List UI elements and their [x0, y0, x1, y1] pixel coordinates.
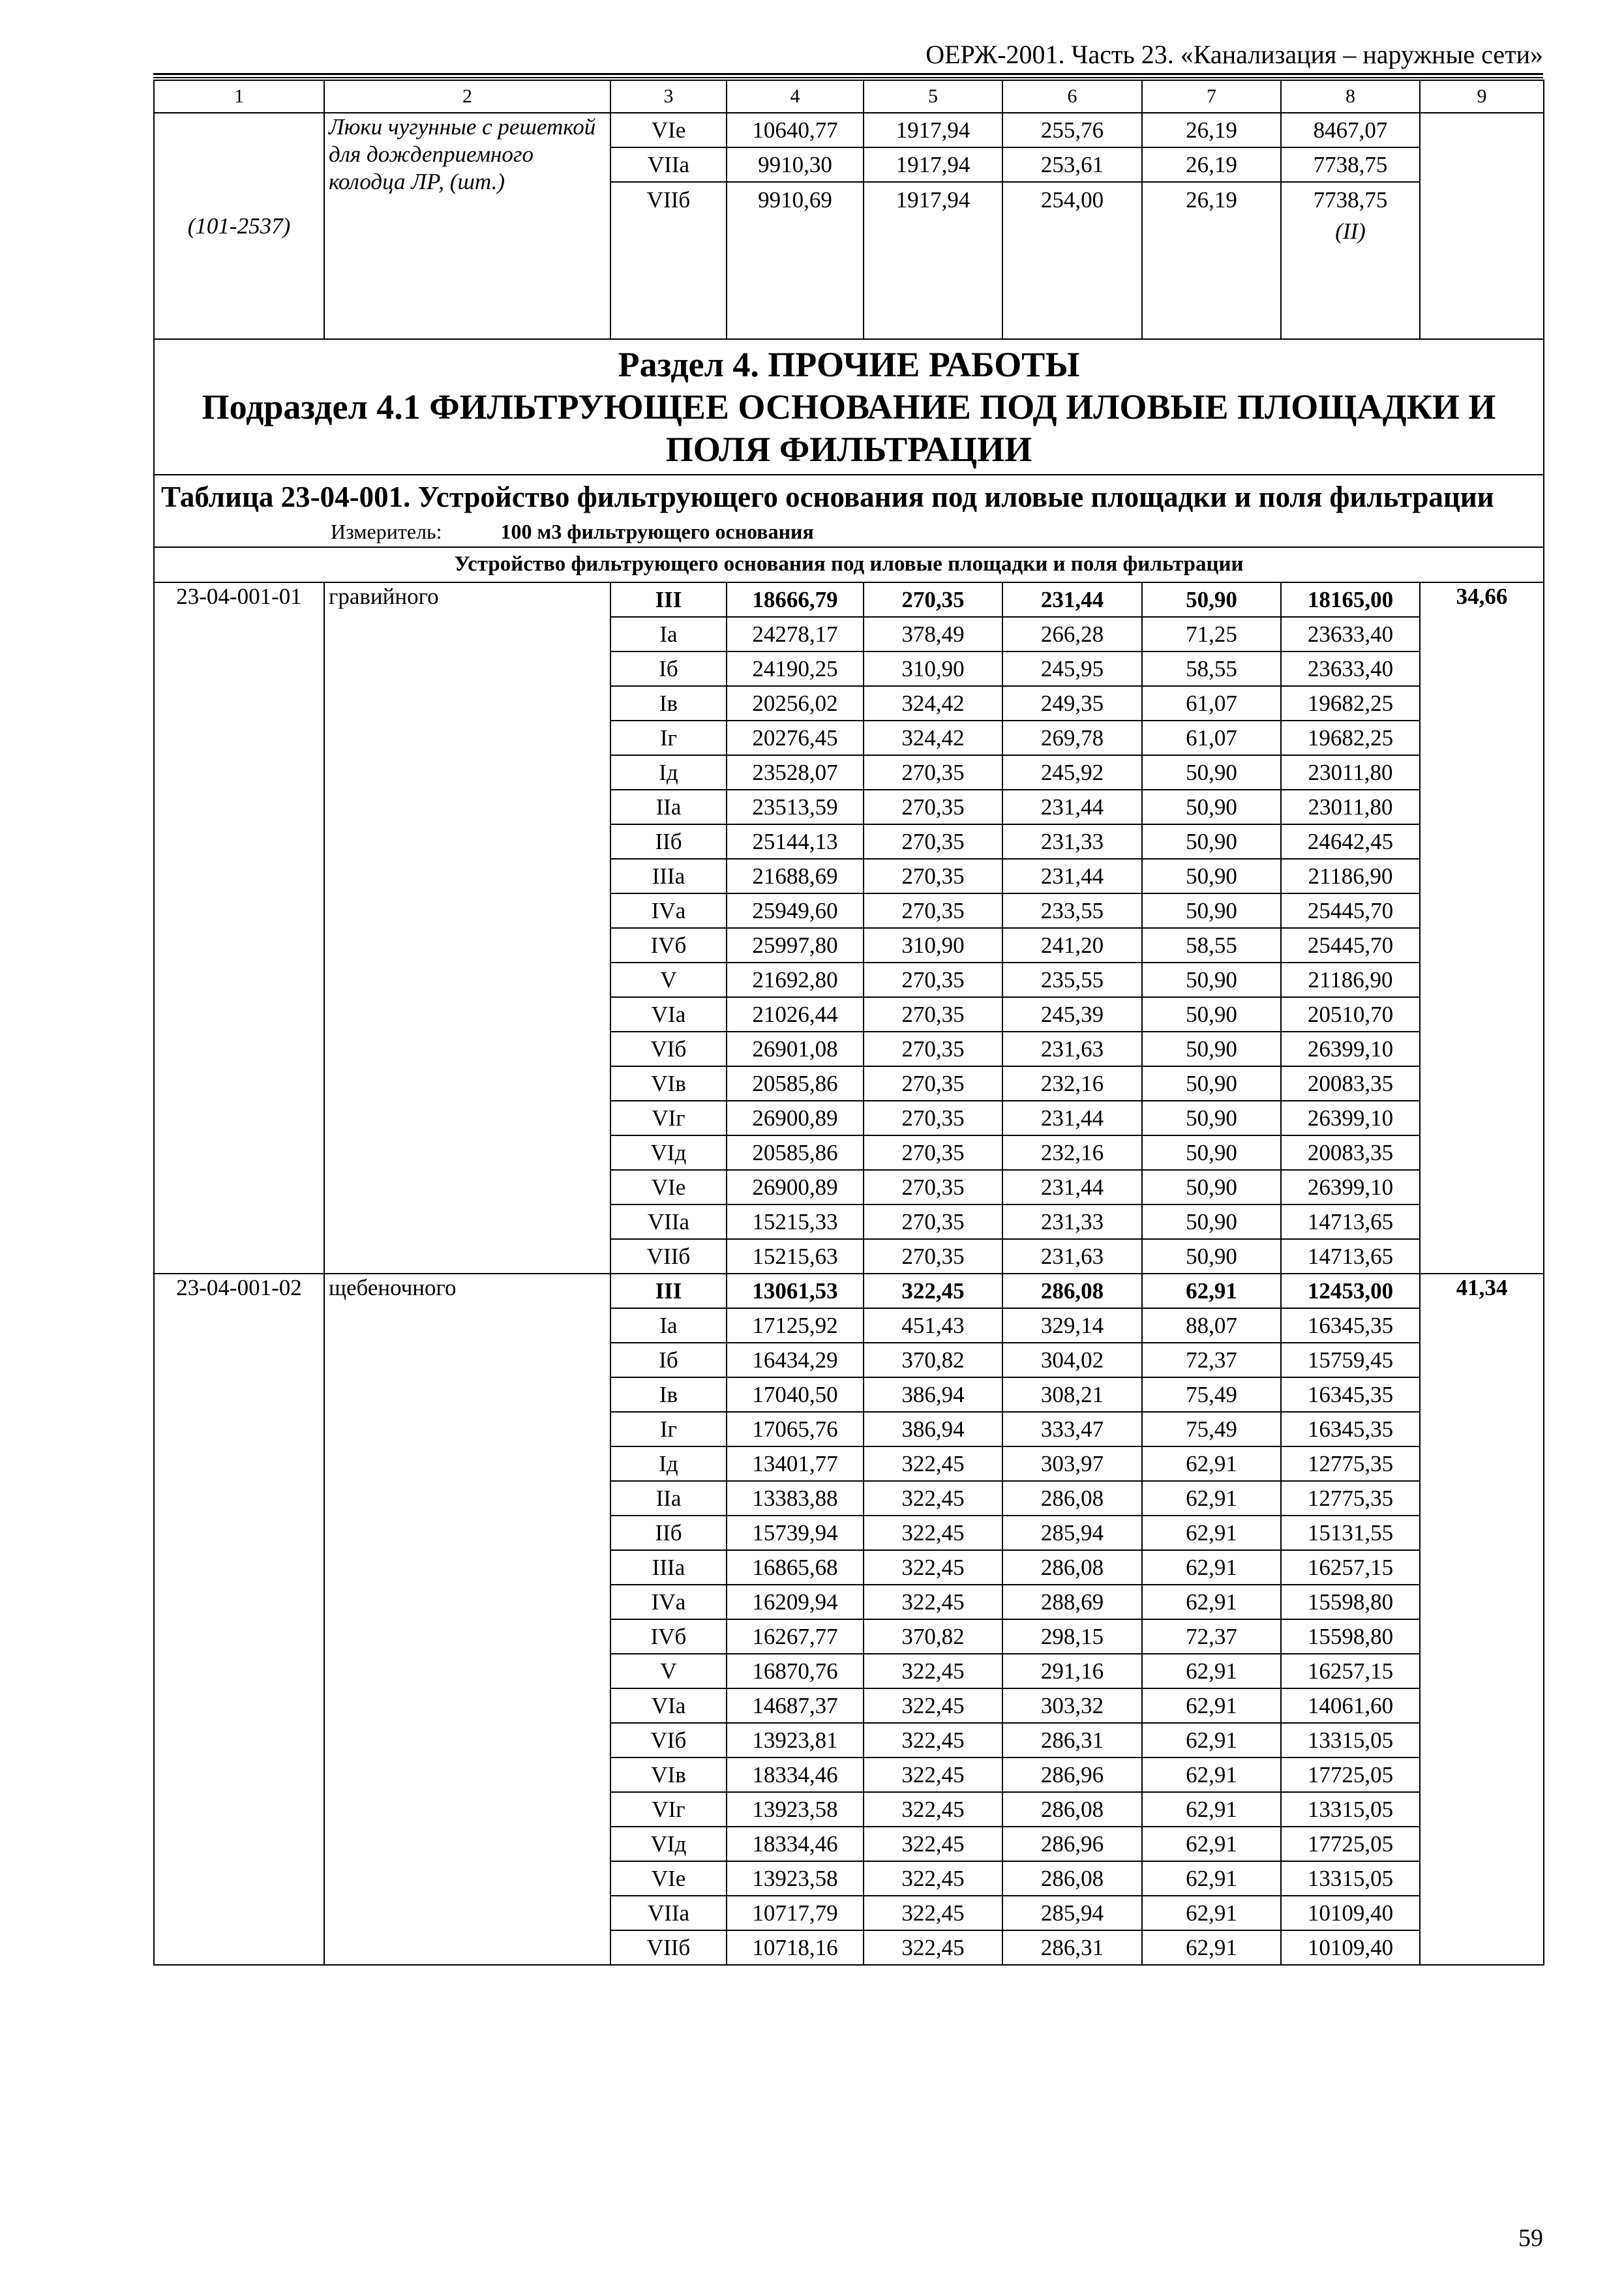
- column-number: 2: [324, 80, 610, 113]
- value-cell: 270,35: [864, 1170, 1002, 1204]
- value-cell: 12453,00: [1281, 1274, 1420, 1308]
- value-cell: 17725,05: [1281, 1827, 1420, 1861]
- value-cell: 19682,25: [1281, 721, 1420, 755]
- value-cell: 50,90: [1142, 1204, 1281, 1239]
- value-cell: 72,37: [1142, 1343, 1281, 1377]
- zone-cell: Iд: [610, 755, 727, 790]
- value-cell: 15759,45: [1281, 1343, 1420, 1377]
- value-cell: 62,91: [1142, 1896, 1281, 1930]
- value-cell: 62,91: [1142, 1516, 1281, 1550]
- value-cell: 13061,53: [727, 1274, 864, 1308]
- value-cell: 322,45: [864, 1550, 1002, 1585]
- value-cell: 232,16: [1002, 1135, 1142, 1170]
- zone-cell: VIг: [610, 1101, 727, 1135]
- value-cell: 20585,86: [727, 1066, 864, 1101]
- value-cell: 26,19: [1142, 182, 1281, 339]
- value-cell: 62,91: [1142, 1654, 1281, 1688]
- value-cell: 10109,40: [1281, 1930, 1420, 1965]
- value-cell: 8467,07: [1281, 113, 1420, 147]
- column-number: 3: [610, 80, 727, 113]
- zone-cell: VIв: [610, 1066, 727, 1101]
- value-cell: 25445,70: [1281, 928, 1420, 963]
- labor-cost: 41,34: [1420, 1274, 1544, 1965]
- value-cell: 13315,05: [1281, 1723, 1420, 1758]
- value-cell: 26399,10: [1281, 1101, 1420, 1135]
- value-cell: 15215,33: [727, 1204, 864, 1239]
- value-cell: 270,35: [864, 824, 1002, 859]
- value-cell: 21186,90: [1281, 859, 1420, 893]
- value-cell: 270,35: [864, 1101, 1002, 1135]
- value-cell: 324,42: [864, 721, 1002, 755]
- item-code: 23-04-001-01: [154, 582, 324, 1274]
- value-cell: 322,45: [864, 1861, 1002, 1896]
- value-cell: 14713,65: [1281, 1239, 1420, 1274]
- value-cell: 75,49: [1142, 1412, 1281, 1446]
- zone-cell: IIб: [610, 824, 727, 859]
- value-cell: 322,45: [864, 1930, 1002, 1965]
- value-cell: 16865,68: [727, 1550, 864, 1585]
- value-cell: 17125,92: [727, 1308, 864, 1343]
- value-cell: 25445,70: [1281, 893, 1420, 928]
- value-cell: 286,96: [1002, 1827, 1142, 1861]
- value-cell: 270,35: [864, 1239, 1002, 1274]
- item-code: 23-04-001-02: [154, 1274, 324, 1965]
- value-cell: 18334,46: [727, 1827, 864, 1861]
- value-cell: 23528,07: [727, 755, 864, 790]
- value-cell: 286,96: [1002, 1758, 1142, 1792]
- value-cell: 270,35: [864, 1032, 1002, 1066]
- zone-cell: VIе: [610, 1861, 727, 1896]
- value-cell: 23011,80: [1281, 755, 1420, 790]
- value-cell: 17040,50: [727, 1377, 864, 1412]
- zone-cell: VIIа: [610, 1204, 727, 1239]
- zone-cell: IIIа: [610, 859, 727, 893]
- value-cell: 231,44: [1002, 790, 1142, 824]
- value-cell: 9910,30: [727, 147, 864, 182]
- value-cell: 231,63: [1002, 1032, 1142, 1066]
- zone-cell: V: [610, 1654, 727, 1688]
- value-cell: 231,63: [1002, 1239, 1142, 1274]
- value-cell: 286,08: [1002, 1274, 1142, 1308]
- value-cell: 20510,70: [1281, 997, 1420, 1032]
- value-cell: 62,91: [1142, 1861, 1281, 1896]
- column-number: 5: [864, 80, 1002, 113]
- value-cell: 15215,63: [727, 1239, 864, 1274]
- zone-cell: VIIб: [610, 1239, 727, 1274]
- value-cell: 14713,65: [1281, 1204, 1420, 1239]
- value-cell: 26900,89: [727, 1101, 864, 1135]
- value-cell: 288,69: [1002, 1585, 1142, 1619]
- item-name: щебеночного: [324, 1274, 610, 1965]
- zone-cell: IIа: [610, 790, 727, 824]
- value-cell: 20083,35: [1281, 1066, 1420, 1101]
- value-cell: 378,49: [864, 617, 1002, 651]
- value-cell: 62,91: [1142, 1274, 1281, 1308]
- value-cell: 231,44: [1002, 1101, 1142, 1135]
- value-cell: 75,49: [1142, 1377, 1281, 1412]
- value-cell: 253,61: [1002, 147, 1142, 182]
- value-cell: 451,43: [864, 1308, 1002, 1343]
- value-cell: 16434,29: [727, 1343, 864, 1377]
- value-cell: 13315,05: [1281, 1861, 1420, 1896]
- value-cell: 16870,76: [727, 1654, 864, 1688]
- value-cell: 10717,79: [727, 1896, 864, 1930]
- value-cell: 61,07: [1142, 721, 1281, 755]
- value-cell: 266,28: [1002, 617, 1142, 651]
- value-cell: 286,08: [1002, 1481, 1142, 1516]
- table-title-row: [154, 475, 1544, 547]
- value-cell: 25144,13: [727, 824, 864, 859]
- value-cell: 303,32: [1002, 1688, 1142, 1723]
- zone-cell: Iб: [610, 1343, 727, 1377]
- value-cell: 15598,80: [1281, 1619, 1420, 1654]
- value-cell: 15739,94: [727, 1516, 864, 1550]
- value-cell: 322,45: [864, 1516, 1002, 1550]
- value-cell: 18666,79: [727, 582, 864, 617]
- value-cell: 14687,37: [727, 1688, 864, 1723]
- value-cell: 23633,40: [1281, 617, 1420, 651]
- value-cell: 50,90: [1142, 1239, 1281, 1274]
- value-cell: 270,35: [864, 1066, 1002, 1101]
- zone-cell: IVб: [610, 1619, 727, 1654]
- value-cell: 304,02: [1002, 1343, 1142, 1377]
- running-header: ОЕРЖ-2001. Часть 23. «Канализация – наружные сети»: [925, 40, 1543, 69]
- value-cell: 270,35: [864, 893, 1002, 928]
- value-cell: 245,92: [1002, 755, 1142, 790]
- value-cell: 10109,40: [1281, 1896, 1420, 1930]
- measure-value: 100 м3 фильтрующего основания: [500, 519, 814, 543]
- column-number-row: [154, 80, 1544, 113]
- value-cell: 254,00: [1002, 182, 1142, 339]
- header-rule: [153, 73, 1543, 78]
- subsection-title: Подраздел 4.1 ФИЛЬТРУЮЩЕЕ ОСНОВАНИЕ ПОД ИЛОВЫЕ ПЛОЩАДКИ И ПОЛЯ ФИЛЬТРАЦИИ: [202, 387, 1496, 469]
- value-cell: 50,90: [1142, 997, 1281, 1032]
- column-number: 6: [1002, 80, 1142, 113]
- value-cell: 24642,45: [1281, 824, 1420, 859]
- zone-cell: III: [610, 582, 727, 617]
- value-cell: 58,55: [1142, 651, 1281, 686]
- value-cell: 231,44: [1002, 582, 1142, 617]
- value-cell: 322,45: [864, 1274, 1002, 1308]
- zone-cell: IVа: [610, 893, 727, 928]
- zone-cell: IIб: [610, 1516, 727, 1550]
- value-cell: 298,15: [1002, 1619, 1142, 1654]
- column-number: 1: [154, 80, 324, 113]
- zone-cell: Iб: [610, 651, 727, 686]
- value-cell: 25997,80: [727, 928, 864, 963]
- zone-cell: VIв: [610, 1758, 727, 1792]
- value-cell: 24278,17: [727, 617, 864, 651]
- value-cell: 291,16: [1002, 1654, 1142, 1688]
- zone-cell: Iа: [610, 617, 727, 651]
- value-cell: 286,31: [1002, 1930, 1142, 1965]
- value-cell: 286,08: [1002, 1550, 1142, 1585]
- table-title: Таблица 23-04-001. Устройство фильтрующего основания под иловые площадки и поля фильтрации: [161, 481, 1494, 514]
- value-cell: 245,39: [1002, 997, 1142, 1032]
- value-cell: 16345,35: [1281, 1412, 1420, 1446]
- value-cell: 249,35: [1002, 686, 1142, 721]
- value-cell: 23513,59: [727, 790, 864, 824]
- value-cell: 15598,80: [1281, 1585, 1420, 1619]
- value-cell: 13923,58: [727, 1861, 864, 1896]
- value-cell: 16345,35: [1281, 1308, 1420, 1343]
- subheader-row: [154, 547, 1544, 582]
- value-cell: 13923,58: [727, 1792, 864, 1827]
- value-cell: 26,19: [1142, 147, 1281, 182]
- value-cell: 10718,16: [727, 1930, 864, 1965]
- zone-cell: Iа: [610, 1308, 727, 1343]
- section-header: [154, 339, 1544, 475]
- zone-cell: III: [610, 1274, 727, 1308]
- value-cell: 26399,10: [1281, 1170, 1420, 1204]
- value-cell: 12775,35: [1281, 1446, 1420, 1481]
- value-cell: 62,91: [1142, 1827, 1281, 1861]
- value-cell: 62,91: [1142, 1792, 1281, 1827]
- value-cell: 50,90: [1142, 755, 1281, 790]
- table-subheader: Устройство фильтрующего основания под иловые площадки и поля фильтрации: [154, 547, 1544, 582]
- zone-cell: Iв: [610, 1377, 727, 1412]
- value-cell: 233,55: [1002, 893, 1142, 928]
- value-cell: 270,35: [864, 755, 1002, 790]
- value-cell: 18334,46: [727, 1758, 864, 1792]
- zone-cell: VIе: [610, 113, 727, 147]
- value-cell: 50,90: [1142, 1066, 1281, 1101]
- zone-cell: VIб: [610, 1032, 727, 1066]
- value-cell: 231,33: [1002, 824, 1142, 859]
- value-cell: 16257,15: [1281, 1550, 1420, 1585]
- value-cell: 18165,00: [1281, 582, 1420, 617]
- column-number: 4: [727, 80, 864, 113]
- column-number: 8: [1281, 80, 1420, 113]
- column-number: 7: [1142, 80, 1281, 113]
- value-cell: 62,91: [1142, 1758, 1281, 1792]
- value-cell: 16345,35: [1281, 1377, 1420, 1412]
- measure-label: Измеритель:: [331, 519, 442, 543]
- value-cell: 15131,55: [1281, 1516, 1420, 1550]
- zone-cell: Iг: [610, 1412, 727, 1446]
- value-cell: 50,90: [1142, 582, 1281, 617]
- note-text: (II): [1335, 218, 1366, 244]
- value-cell: 50,90: [1142, 1170, 1281, 1204]
- value-cell: 20083,35: [1281, 1135, 1420, 1170]
- zone-cell: Iд: [610, 1446, 727, 1481]
- value-cell: 20256,02: [727, 686, 864, 721]
- value-cell: 270,35: [864, 1204, 1002, 1239]
- measure-line: [161, 519, 1537, 544]
- value-cell: 322,45: [864, 1723, 1002, 1758]
- value-cell: 50,90: [1142, 1101, 1281, 1135]
- value-cell: 58,55: [1142, 928, 1281, 963]
- value-cell: 88,07: [1142, 1308, 1281, 1343]
- value-cell: 270,35: [864, 790, 1002, 824]
- value-cell: 9910,69: [727, 182, 864, 339]
- zone-cell: VIIа: [610, 1896, 727, 1930]
- table-row: [154, 113, 1544, 147]
- zone-cell: IIа: [610, 1481, 727, 1516]
- value-cell: 62,91: [1142, 1446, 1281, 1481]
- value-cell: 270,35: [864, 859, 1002, 893]
- zone-cell: Iг: [610, 721, 727, 755]
- value-cell: 26900,89: [727, 1170, 864, 1204]
- value-cell: 329,14: [1002, 1308, 1142, 1343]
- table-row: [154, 582, 1544, 617]
- value-cell: 322,45: [864, 1446, 1002, 1481]
- table-row: [154, 1274, 1544, 1308]
- zone-cell: IVа: [610, 1585, 727, 1619]
- value-cell: 26901,08: [727, 1032, 864, 1066]
- value-cell: 286,08: [1002, 1792, 1142, 1827]
- value-cell: 322,45: [864, 1585, 1002, 1619]
- value-cell: 62,91: [1142, 1585, 1281, 1619]
- zone-cell: IVб: [610, 928, 727, 963]
- value-cell: 24190,25: [727, 651, 864, 686]
- value-cell: 286,08: [1002, 1861, 1142, 1896]
- value-cell: 285,94: [1002, 1896, 1142, 1930]
- value-cell: 310,90: [864, 651, 1002, 686]
- zone-cell: VIIб: [610, 182, 727, 339]
- value-cell: 62,91: [1142, 1688, 1281, 1723]
- value-cell: 270,35: [864, 997, 1002, 1032]
- value-cell: 17725,05: [1281, 1758, 1420, 1792]
- value-cell: 62,91: [1142, 1723, 1281, 1758]
- section-title: Раздел 4. ПРОЧИЕ РАБОТЫ: [618, 345, 1080, 384]
- value-cell: 13383,88: [727, 1481, 864, 1516]
- value-cell: 255,76: [1002, 113, 1142, 147]
- zone-cell: Iв: [610, 686, 727, 721]
- item-name: Люки чугунные с решеткой для дождеприемного колодца ЛР, (шт.): [324, 113, 610, 339]
- value-cell: 270,35: [864, 1135, 1002, 1170]
- value-cell: 62,91: [1142, 1481, 1281, 1516]
- value-cell: 50,90: [1142, 963, 1281, 997]
- value-cell: 10640,77: [727, 113, 864, 147]
- value-cell: 1917,94: [864, 147, 1002, 182]
- value-cell: 13401,77: [727, 1446, 864, 1481]
- value-cell: 231,44: [1002, 1170, 1142, 1204]
- value-cell: 25949,60: [727, 893, 864, 928]
- zone-cell: VIб: [610, 1723, 727, 1758]
- value-cell: 17065,76: [727, 1412, 864, 1446]
- value-cell: 308,21: [1002, 1377, 1142, 1412]
- zone-cell: VIд: [610, 1135, 727, 1170]
- value-cell: 21186,90: [1281, 963, 1420, 997]
- value-cell: 13315,05: [1281, 1792, 1420, 1827]
- value-cell: 333,47: [1002, 1412, 1142, 1446]
- value-cell: 16267,77: [727, 1619, 864, 1654]
- value-cell: 245,95: [1002, 651, 1142, 686]
- zone-cell: V: [610, 963, 727, 997]
- value-cell: 270,35: [864, 963, 1002, 997]
- value-cell: 322,45: [864, 1654, 1002, 1688]
- zone-cell: VIIа: [610, 147, 727, 182]
- value-cell: 241,20: [1002, 928, 1142, 963]
- page-number: 59: [1518, 2224, 1543, 2252]
- table-title-cell: [154, 475, 1544, 547]
- zone-cell: VIг: [610, 1792, 727, 1827]
- value-cell: 303,97: [1002, 1446, 1142, 1481]
- value-cell: 324,42: [864, 686, 1002, 721]
- labor-cost: 34,66: [1420, 582, 1544, 1274]
- value-cell: 20276,45: [727, 721, 864, 755]
- value-cell: 61,07: [1142, 686, 1281, 721]
- value-cell: 26399,10: [1281, 1032, 1420, 1066]
- value-cell: 7738,75: [1281, 147, 1420, 182]
- value-cell: 270,35: [864, 582, 1002, 617]
- value-cell: 322,45: [864, 1896, 1002, 1930]
- zone-cell: VIе: [610, 1170, 727, 1204]
- value-cell: 14061,60: [1281, 1688, 1420, 1723]
- value-cell: 50,90: [1142, 893, 1281, 928]
- value-cell: 386,94: [864, 1412, 1002, 1446]
- value-cell: 23633,40: [1281, 651, 1420, 686]
- value-cell: 322,45: [864, 1827, 1002, 1861]
- column-number: 9: [1420, 80, 1544, 113]
- value-cell: 1917,94: [864, 113, 1002, 147]
- value-cell: 1917,94: [864, 182, 1002, 339]
- value-cell: 16257,15: [1281, 1654, 1420, 1688]
- value-cell: 235,55: [1002, 963, 1142, 997]
- zone-cell: VIа: [610, 1688, 727, 1723]
- zone-cell: VIа: [610, 997, 727, 1032]
- value-cell: 12775,35: [1281, 1481, 1420, 1516]
- value-cell: 23011,80: [1281, 790, 1420, 824]
- value-cell: 62,91: [1142, 1930, 1281, 1965]
- item-name: гравийного: [324, 582, 610, 1274]
- value-cell: 72,37: [1142, 1619, 1281, 1654]
- value-cell: 386,94: [864, 1377, 1002, 1412]
- value-cell: 231,33: [1002, 1204, 1142, 1239]
- value-cell: 19682,25: [1281, 686, 1420, 721]
- item-code: (101-2537): [154, 113, 324, 339]
- value-cell: 21692,80: [727, 963, 864, 997]
- value-cell: 322,45: [864, 1481, 1002, 1516]
- value-cell: 50,90: [1142, 824, 1281, 859]
- value-text: 7738,75: [1313, 187, 1388, 213]
- value-cell: 26,19: [1142, 113, 1281, 147]
- value-cell: 370,82: [864, 1619, 1002, 1654]
- zone-cell: VIд: [610, 1827, 727, 1861]
- value-cell: 370,82: [864, 1343, 1002, 1377]
- zone-cell: VIIб: [610, 1930, 727, 1965]
- section-header-row: [154, 339, 1544, 475]
- value-cell: 231,44: [1002, 859, 1142, 893]
- value-cell: 62,91: [1142, 1550, 1281, 1585]
- price-table: [153, 80, 1544, 1966]
- value-cell: 71,25: [1142, 617, 1281, 651]
- value-cell: 50,90: [1142, 1135, 1281, 1170]
- value-cell: 16209,94: [727, 1585, 864, 1619]
- value-cell: [1281, 182, 1420, 339]
- value-cell: 285,94: [1002, 1516, 1142, 1550]
- value-cell: 322,45: [864, 1758, 1002, 1792]
- value-cell: 21688,69: [727, 859, 864, 893]
- value-cell: 13923,81: [727, 1723, 864, 1758]
- col9-cell: [1420, 113, 1544, 339]
- value-cell: 50,90: [1142, 790, 1281, 824]
- value-cell: 50,90: [1142, 1032, 1281, 1066]
- value-cell: 322,45: [864, 1688, 1002, 1723]
- value-cell: 20585,86: [727, 1135, 864, 1170]
- zone-cell: IIIа: [610, 1550, 727, 1585]
- value-cell: 286,31: [1002, 1723, 1142, 1758]
- value-cell: 269,78: [1002, 721, 1142, 755]
- value-cell: 232,16: [1002, 1066, 1142, 1101]
- value-cell: 310,90: [864, 928, 1002, 963]
- value-cell: 21026,44: [727, 997, 864, 1032]
- value-cell: 322,45: [864, 1792, 1002, 1827]
- value-cell: 50,90: [1142, 859, 1281, 893]
